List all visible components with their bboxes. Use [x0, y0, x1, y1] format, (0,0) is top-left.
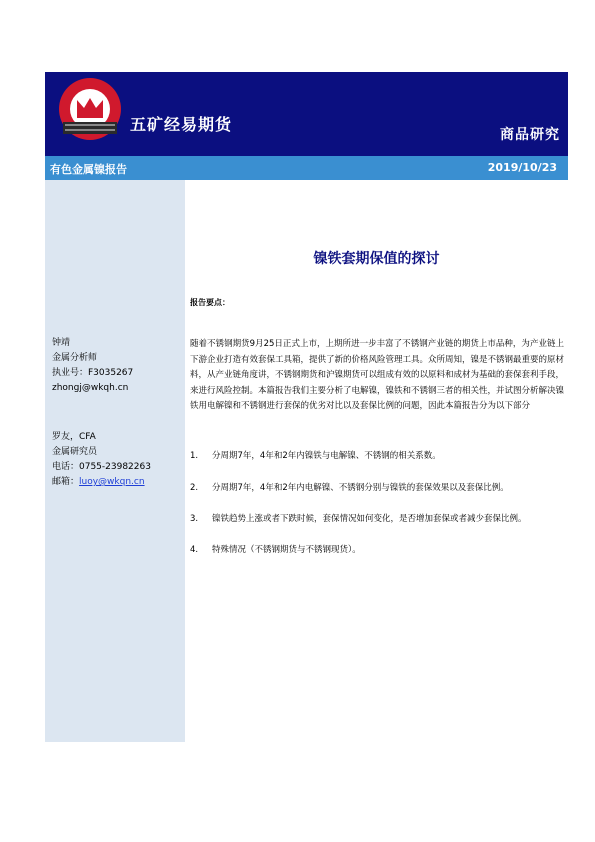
list-number: 1. [190, 451, 199, 461]
report-date: 2019/10/23 [487, 161, 557, 174]
analyst-license: 执业号：F3035267 [52, 368, 134, 378]
email-label: 邮箱： [52, 477, 80, 487]
analyst-name: 罗友，CFA [52, 432, 96, 442]
analyst-email-row [52, 475, 151, 490]
list-text: 特殊情况（不锈钢期货与不锈钢现货）。 [212, 545, 361, 555]
list-item [190, 450, 564, 462]
analyst-phone: 电话：0755-23982263 [52, 462, 151, 472]
list-number: 2. [190, 483, 199, 493]
header-band [45, 72, 568, 156]
analyst-card [52, 336, 133, 396]
analyst-email-link[interactable]: luoy@wkqn.cn [79, 477, 145, 487]
analyst-role: 金属研究员 [52, 447, 98, 457]
report-category: 商品研究 [500, 127, 560, 143]
analyst-email: zhongj@wkqh.cn [52, 383, 129, 393]
analyst-role: 金属分析师 [52, 353, 98, 363]
list-text: 镍铁趋势上涨或者下跌时候，套保情况如何变化，是否增加套保或者减少套保比例。 [212, 514, 527, 524]
list-text: 分周期7年，4年和2年内镍铁与电解镍、不锈钢的相关系数。 [212, 451, 441, 461]
analyst-name: 钟靖 [52, 338, 71, 348]
summary-label: 报告要点： [190, 298, 230, 307]
list-item [190, 482, 564, 494]
list-number: 4. [190, 545, 199, 555]
list-item [190, 513, 564, 525]
intro-paragraph: 随着不锈钢期货9月25日正式上市，上期所进一步丰富了不锈钢产业链的期货上市品种，为产业链上下游企业打造有效套保工具箱，提供了新的价格风险管理工具。众所周知，镍是不锈钢最重要的原材料，从产业链角度讲，不锈钢期货和沪镍期货可以组成有效的以原料和成材为基础的套保套利手段，来进行风险控制。本篇报告我们主要分析了电解镍，镍铁和不锈钢三者的相关性，并试图分析解决镍铁用电解镍和不锈钢进行套保的优劣对比以及套保比例的问题，因此本篇报告分为以下部分 [190, 339, 565, 411]
minmetals-logo-icon [57, 76, 123, 142]
document-title: 镍铁套期保值的探讨 [313, 251, 440, 267]
analyst-card [52, 430, 151, 490]
report-type: 有色金属镍报告 [50, 163, 127, 176]
list-number: 3. [190, 514, 199, 524]
list-item [190, 544, 564, 556]
company-name: 五矿经易期货 [130, 115, 233, 134]
list-text: 分周期7年，4年和2年内电解镍、不锈钢分别与镍铁的套保效果以及套保比例。 [212, 483, 509, 493]
